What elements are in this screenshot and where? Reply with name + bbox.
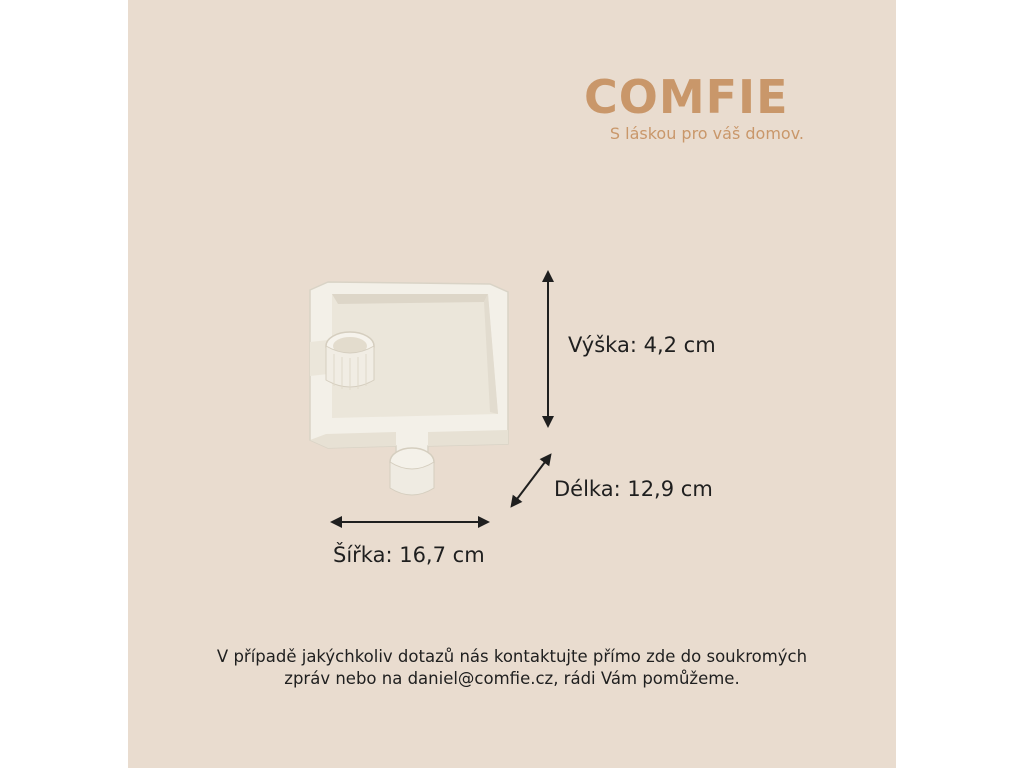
width-label: Šířka: 16,7 cm	[333, 543, 485, 567]
brand-tagline: S láskou pro váš domov.	[609, 124, 804, 143]
product-info-card	[128, 0, 896, 768]
length-label: Délka: 12,9 cm	[554, 477, 713, 501]
contact-note: V případě jakýchkoliv dotazů nás kontaktujte přímo zde do soukromých zpráv nebo na daniel@comfie.cz, rádi Vám pomůžeme.	[216, 647, 808, 688]
brand-block	[568, 68, 818, 158]
product-image	[298, 262, 538, 512]
height-label: Výška: 4,2 cm	[568, 333, 716, 357]
brand-logo: COMFIE	[584, 70, 789, 124]
